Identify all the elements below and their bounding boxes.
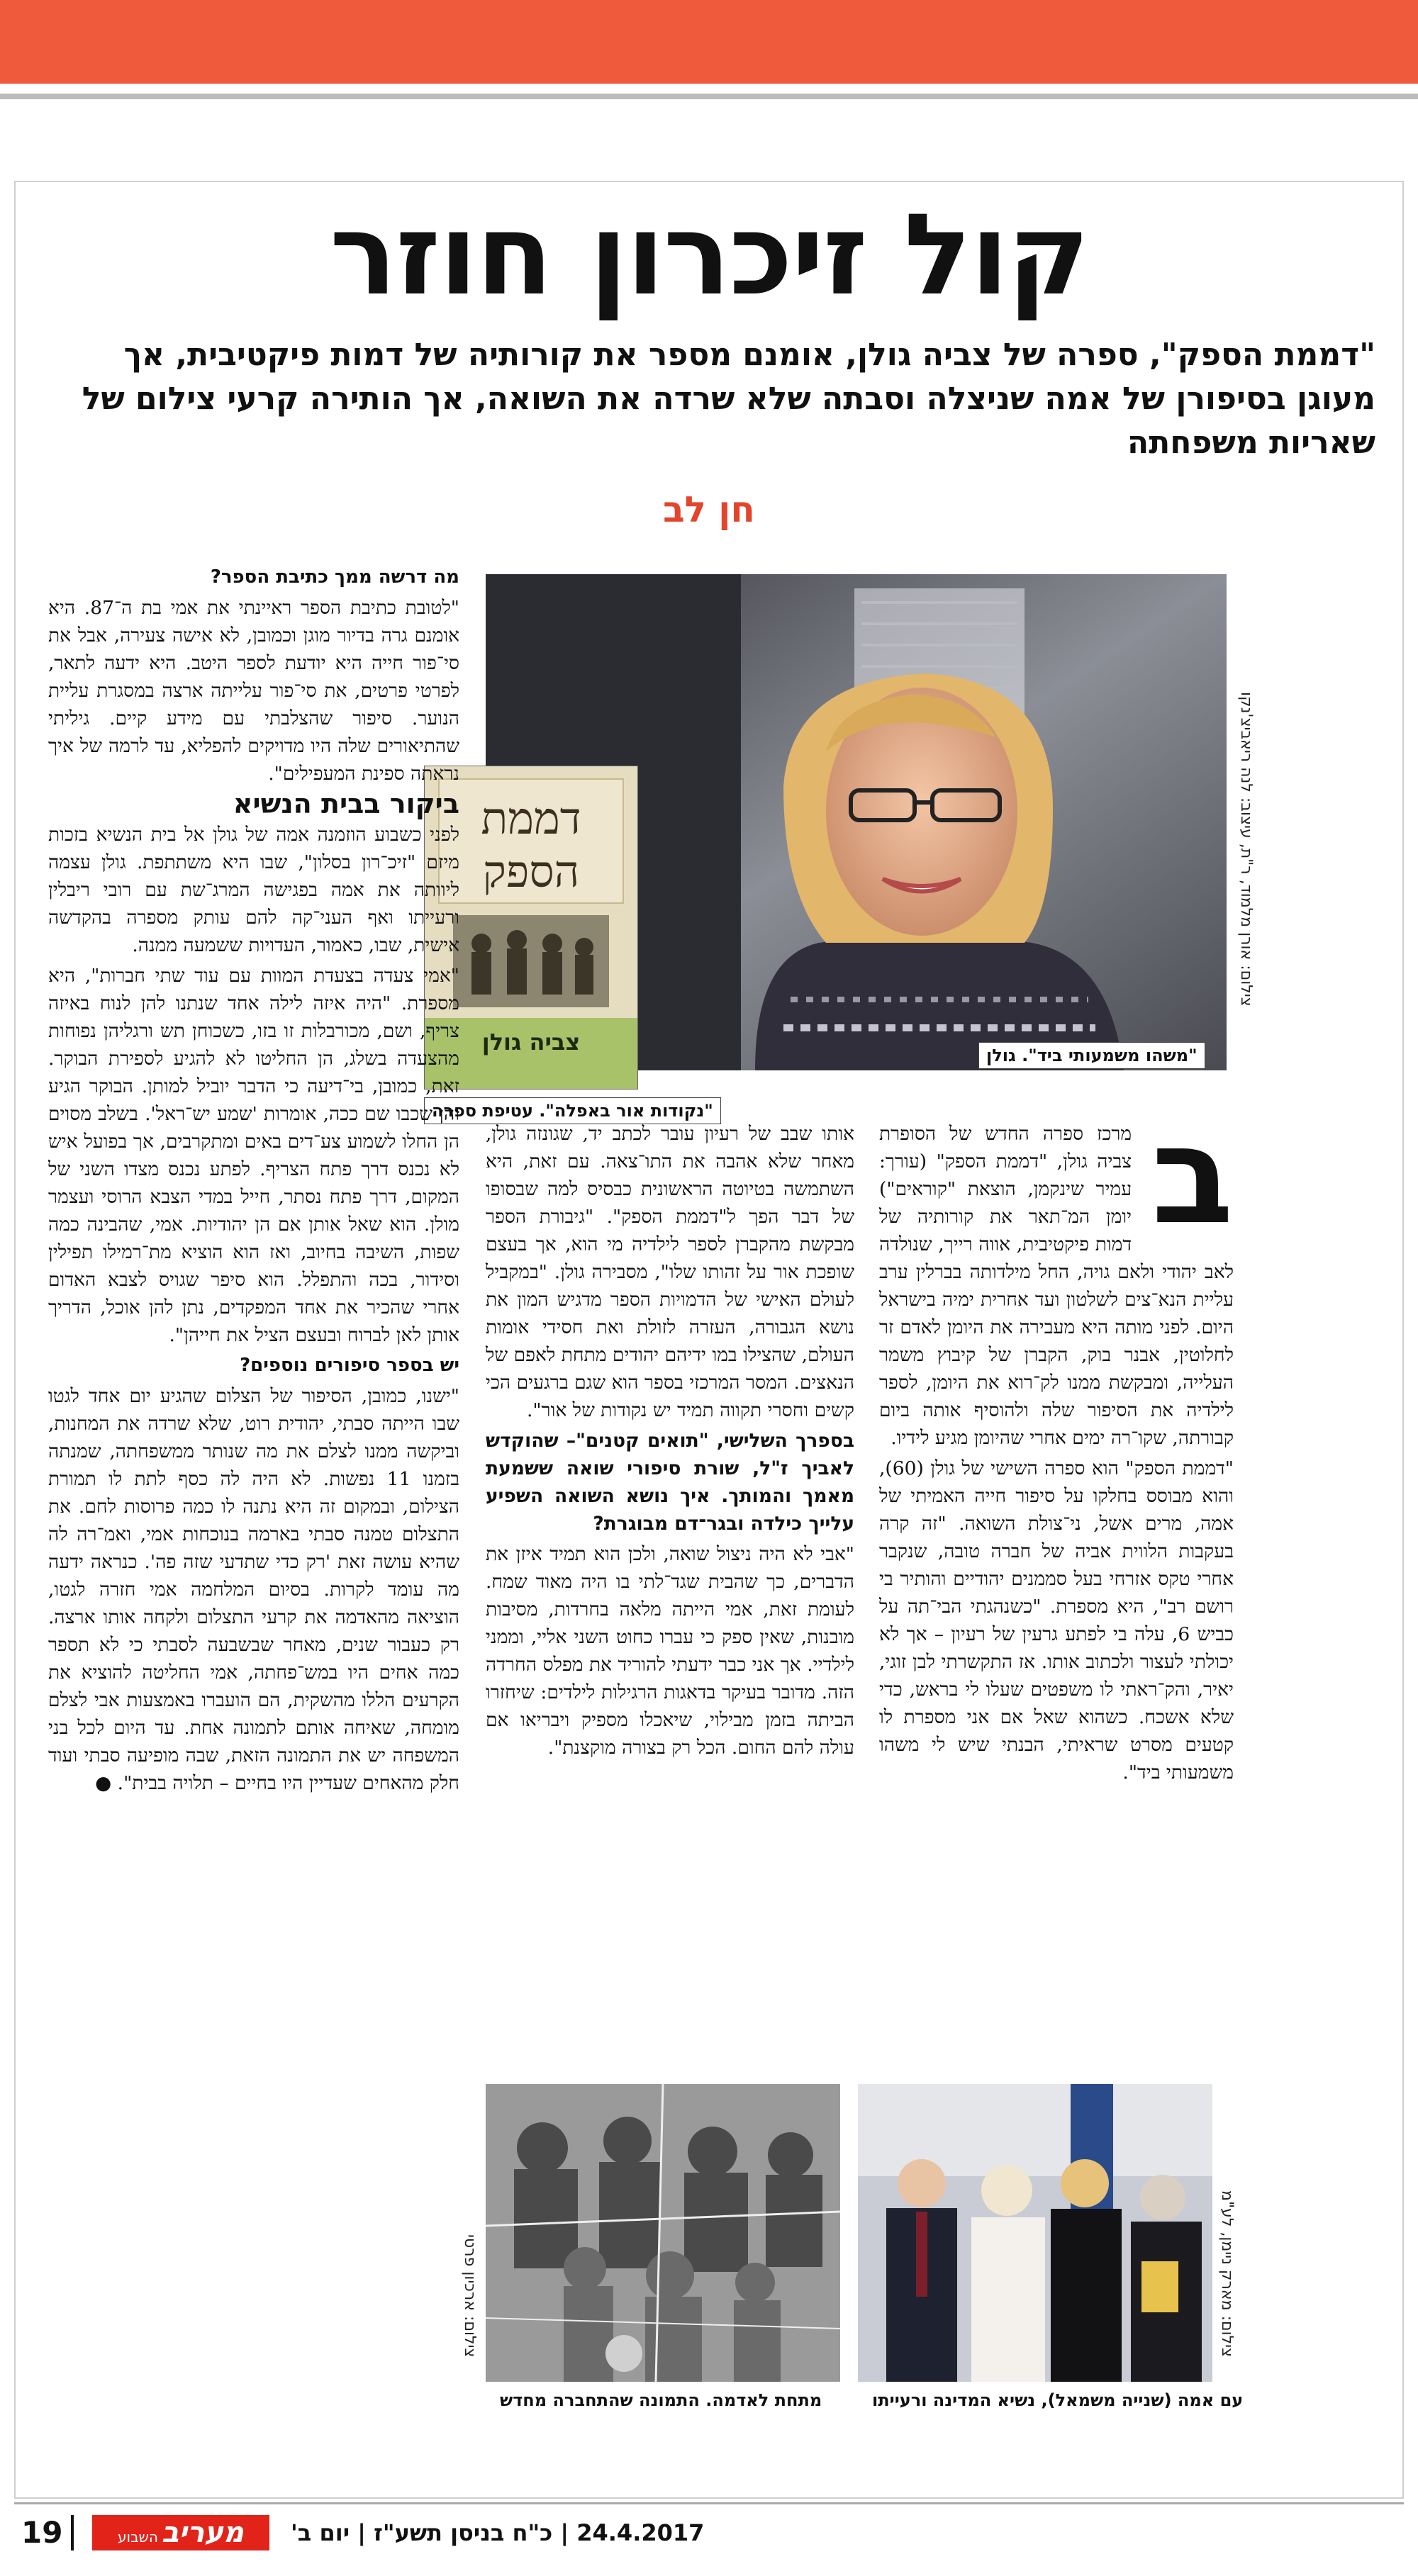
- family-credit: צילום: ארכיון פרטי: [461, 2234, 479, 2357]
- drop-cap: ב: [1151, 1097, 1234, 1254]
- book-author: צביה גולן: [481, 1029, 581, 1055]
- family-caption: מתחת לאדמה. התמונה שהתחברה מחדש: [500, 2390, 822, 2410]
- book-title-line1: דממת: [481, 793, 581, 844]
- book-title-line2: הספק: [482, 846, 580, 897]
- logo-main: מעריב: [162, 2516, 244, 2549]
- president-photo: [858, 2084, 1212, 2382]
- top-color-band: [0, 0, 1418, 84]
- book-caption: "נקודות אור באפלה". עטיפת ספרה: [424, 1097, 721, 1124]
- paragraph: "ישנו, כמובן, הסיפור של הצלום שהגיע יום אחד לגטו שבו הייתה סבתי, יהודית רוט, שלא שרדה את המחנות, וביקשה ממנו לצלם את מה שנותר ממשפחתה, שמנתה בזמנו 11 נפשות. לא היה לה כסף לתת לו תמורת הצילום, ובמקום זה היא נתנה לו כמה פרוסות לחם. את התצלום טמנה סבתי בארמה בנוכחות אמי, ואמ־רה לה שהיא עושה זאת 'רק כדי שתדעי שזה פה'. כנראה ידעה מה עומד לקרות. בסיום המלחמה אמי חזרה לגטו, הוציאה מהאדמה את קרעי התצלום ולקחה אותו ארצה. רק כעבור שנים, מאחר שבשבעה לסבתי כי לא תספר כמה אחים היו במש־פחתה, אמי החליטה להוציא את הקרעים הללו מהשקית, הם הועברו באמצעות אבי לצלם מומחה, שאיחה אותם לתמונה אחת. עד היום לכל בני המשפחה יש את התמונה הזאת, שבה מופיעה סבתי ועוד חלק מהאחים שעדיין היו בחיים – תלויה בבית". ●: [48, 1385, 459, 1794]
- subheading: ביקור בבית הנשיא: [233, 788, 459, 819]
- logo-sub: השבוע: [118, 2529, 158, 2546]
- column-left: [48, 564, 459, 1800]
- footer-separator: [71, 2515, 74, 2550]
- deck: "דממת הספק", ספרה של צביה גולן, אומנם מספר את קורותיה של דמות פיקטיבית, אך מעוגן בסיפורן של אמה שניצלה וסבתה שלא שרדה את השואה, אך הותירה קרעי צילום של שאריות משפחתה: [82, 337, 1375, 461]
- interview-question: בספרך השלישי, "תואים קטנים"– שהוקדש לאביך ז"ל, שורת סיפורי שואה ששמעת מאמך והמותך. איך נושא השואה השפיע עלייך כילדה ובגר־דם מבוגרת?: [486, 1430, 854, 1535]
- family-photo: [486, 2084, 840, 2382]
- president-credit: צילום: מארק ניימן, לע"מ: [1218, 2190, 1236, 2357]
- headline: קול זיכרון חוזר: [329, 190, 1089, 320]
- paragraph: "לטובת כתיבת הספר ראיינתי את אמי בת ה־87. היא אומנם גרה בדיור מוגן וכמובן, לא אישה צעירה, אבל את סי־פור חייה היא יודעת לספר היטב. היא ידעה לתאר, לפרטי פרטים, את סי־פור עלייתה ארצה במסגרת עליית הנוער. סיפור שהצלבתי עם מידע קיים. גיליתי שהתיאורים שלה היו מדויקים להפליא, עד לרמה של איך נראתה ספינת המעפילים".: [48, 597, 459, 785]
- interview-question: יש בספר סיפורים נוספים?: [240, 1355, 459, 1376]
- paragraph: לפני כשבוע הוזמנה אמה של גולן אל בית הנשיא בזכות מיזם "זיכ־רון בסלון", שבו היא משתתפת. גולן עצמה ליוותה את אמה בפגישה המרג־שת עם רובי ריבלין ורעייתו ואף העני־קה להם עותק מספרה בהקדשה אישית, שבו, כאמור, העדויות ששמעה ממנה.: [48, 824, 459, 956]
- president-caption: עם אמה (שנייה משמאל), נשיא המדינה ורעייתו: [872, 2390, 1244, 2410]
- interview-question: מה דרשה ממך כתיבת הספר?: [210, 566, 459, 588]
- paragraph: "אמי צעדה בצעדת המוות עם עוד שתי חברות", היא מספרת. "היה איזה לילה אחד שנתנו להן לנוח באיזה צריף, ושם, מכורבלות זו בזו, כשכוחן תש ורגליהן נפוחות מהצעדה בשלג, הן החליטו לא להגיע לספירת הבוקר. זאת, כמובן, בי־דיעה כי הדבר יוביל למותן. הבוקר הגיע והן שכבו שם ככה, אומרות 'שמע יש־ראל'. בשלב מסוים הן החלו לשמוע צע־דים באים ומתקרבים, אך בפועל איש לא נכנס דרך פתח הצריף. לפתע נכנס מצדו השני של המקום, דרך פתח נסתר, חייל במדי הצבא הרוסי ועצמר מולן. הוא שאל אותן אם הן יהודיות. אמי, שהבינה כמה שפות, השיבה בחיוב, ואז הוא הוציא מת־רמילו תפילין וסידור, בכה והתפלל. הוא סיפר שגויס לצבא האדום אחרי שהכיר את אחד המפקדים, נתן להן אוכל, הדריך אותן לאן לברוח ובעצם הציל את חייהן".: [48, 965, 459, 1346]
- footer-rule: [14, 2502, 1404, 2504]
- column-middle: [486, 1120, 854, 1764]
- paragraph: אותו שבב של רעיון עובר לכתב יד, שגונזה גולן, מאחר שלא אהבה את התו־צאה. עם זאת, היא השתמשה בטיוטה הראשונית כבסיס למה שבסופו של דבר הפך ל"דממת הספק". "גיבורת הספר מבקשת מהקברן לספר לילדיה מי הוא, אך בעצם שופכת אור על זהותו שלו", מסבירה גולן. "במקביל לעולם האישי של הדמויות הספר מדגיש המון את נושא הגבורה, העזרה לזולת ואת חסידי אומות העולם, שהצילו במו ידיהם יהודים מתחת לאפם של הנאצים. המסר המרכזי בספר הוא שגם ברגעים הכי קשים וחסרי תקווה תמיד יש נקודות של אור".: [486, 1123, 854, 1421]
- byline: חן לב: [663, 489, 755, 530]
- paragraph: מרכז ספרה החדש של הסופרת צביה גולן, "דממת הספק" (עורך: עמיר שינקמן, הוצאת "קוראים") יומן המ־תאר את קורותיה של דמות פיקטיבית, אווה רייך, שנולדה לאב יהודי ולאם גויה, החל מילדותה בברלין ערב עליית הנא־צים לשלטון ועד אחרית ימיה בישראל היום. לפני מותה היא מעבירה את היומן לאדם זר לחלוטין, אבנר בוק, הקברן של קיבוץ משמר העלייה, ומבקשת ממנו לק־רוא את היומן, לספר לילדיה את הסיפור שלה ולהוסיף אותה ביום קבורתה, שקו־רה ימים אחרי שהיומן מגיע לידיו.: [879, 1123, 1234, 1449]
- footer-date: 24.4.2017 | כ"ח בניסן תשע"ז | יום ב': [291, 2519, 705, 2546]
- paragraph: "אבי לא היה ניצול שואה, ולכן הוא תמיד איזן את הדברים, כך שהבית שגד־לתי בו היה מאוד שמח. לעומת זאת, אמי הייתה מלאה בחרדות, מסיבות מובנות, שאין ספק כי עברו כחוט השני אליי, וממני לילדיי. אך אני כבר ידעתי להוריד את מפלס החרדה הזה. מדובר בעיקר בדאגות הרגילות לילדים: שיחזרו הביתה בזמן מבילוי, שיאכלו מספיק ויבריאו אם עולה להם החום. הכל רק בצורה מוקצנת".: [486, 1543, 854, 1759]
- portrait-credit: צילום: אורן מלמוד, ר"ת, עיצוב: לנה ריאביצ'נקו: [1237, 692, 1255, 1007]
- page-number: 19: [21, 2515, 63, 2550]
- paragraph: "דממת הספק" הוא ספרה השישי של גולן (60), והוא מבוסס בחלקו על סיפור חייה האמיתי של אמה, מרים אשל, ני־צולת השואה. "זה קרה בעקבות הלווית אביה של חברה טובה, שנקבר אחרי טקס אזרחי בעל סממנים יהודיים והותיר בי רושם רב", היא מספרת. "כשנהגתי הבי־תה על כביש 6, עלה בי לפתע גרעין של רעיון – אך לא יכולתי לעצור ולכתוב אותו. אז התקשרתי לבן זוגי, יאיר, והק־ראתי לו משפטים שעלו לי בראש, כדי שלא אשכח. כשהוא שאל אם אני מספרת לו קטעים מסרט שראיתי, הבנתי שיש לי משהו משמעותי ביד".: [879, 1457, 1234, 1783]
- portrait-caption: "משהו משמעותי ביד". גולן: [978, 1042, 1205, 1069]
- newspaper-logo: [92, 2515, 269, 2550]
- top-rule: [0, 94, 1418, 99]
- column-right: [879, 1097, 1234, 1789]
